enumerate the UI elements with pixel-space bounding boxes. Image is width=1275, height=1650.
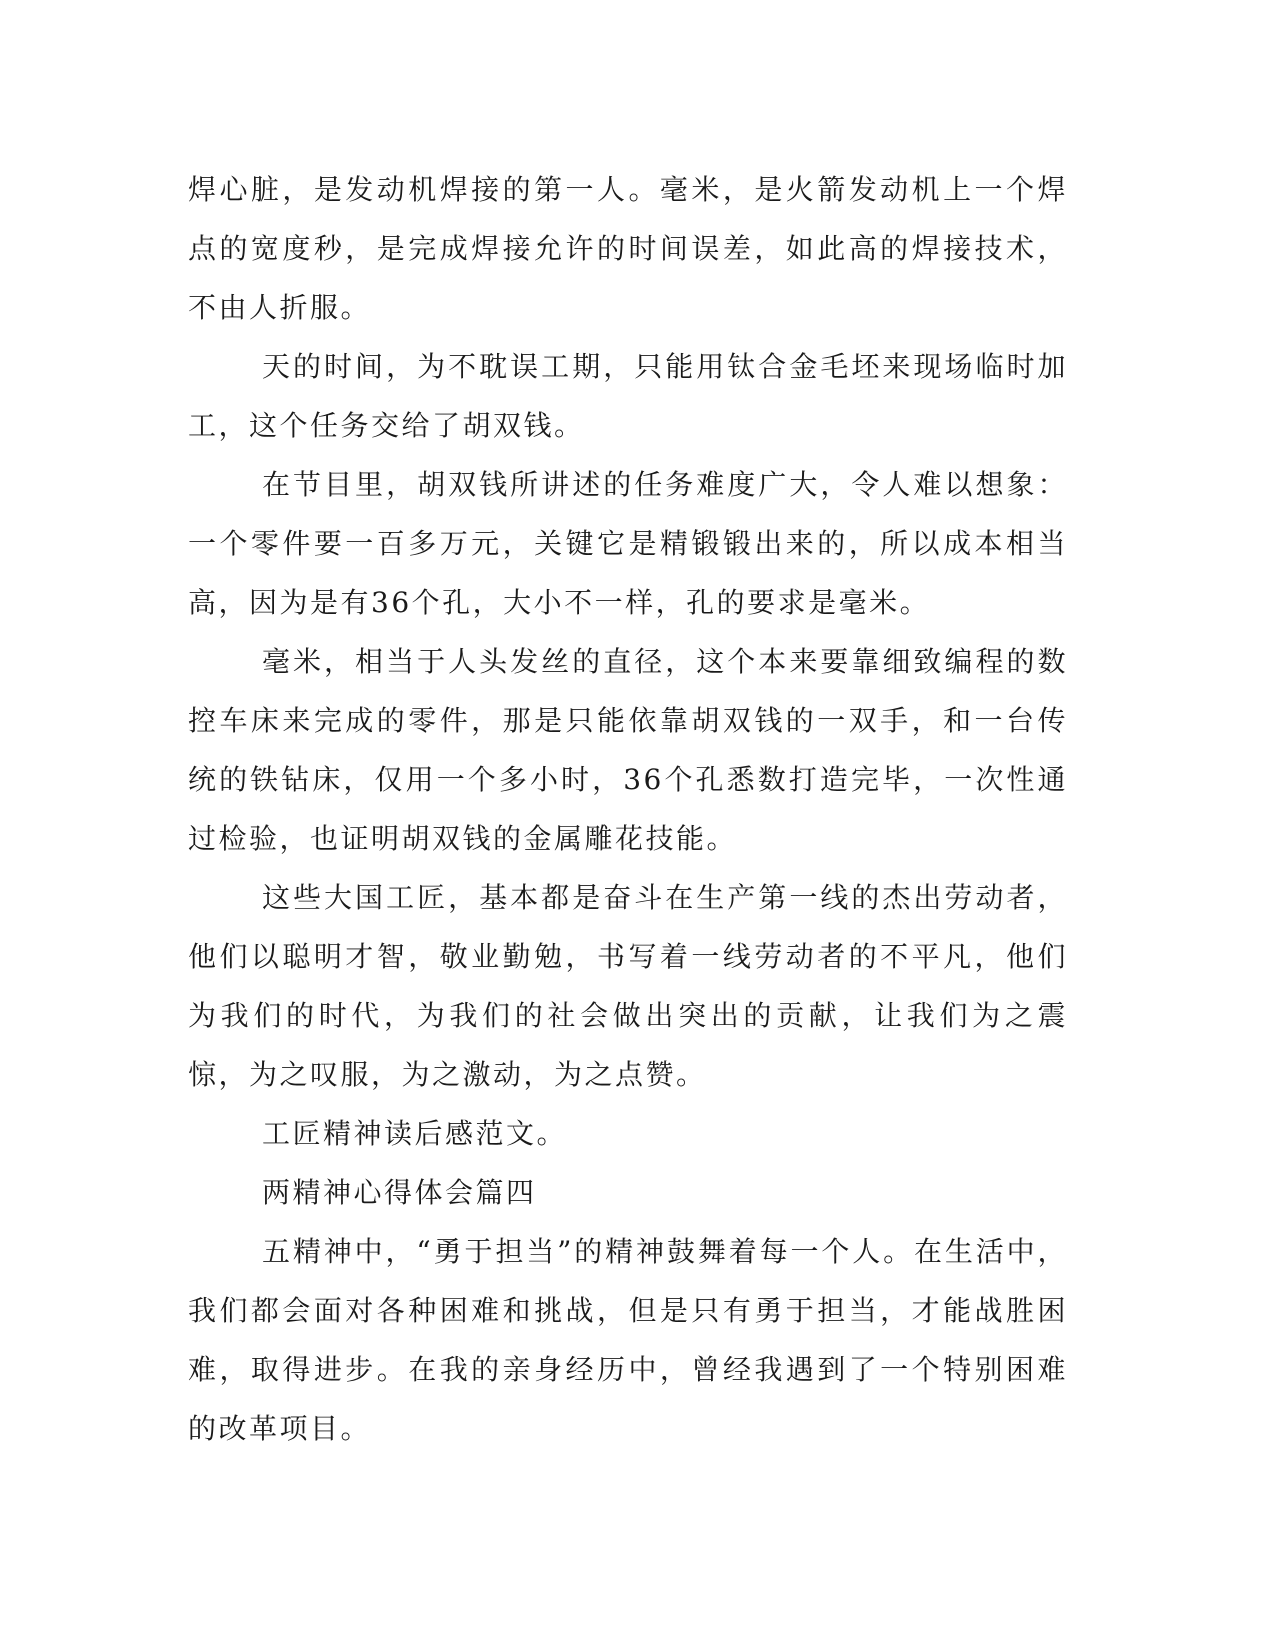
document-body bbox=[188, 160, 1068, 1458]
paragraph-6: 工匠精神读后感范文。 bbox=[262, 1117, 568, 1150]
paragraph-4: 毫米，相当于人头发丝的直径，这个本来要靠细致编程的数控车床来完成的零件，那是只能依靠胡双钱的一双手，和一台传统的铁钻床，仅用一个多小时，36个孔悉数打造完毕，一次性通过检验，也证明胡双钱的金属雕花技能。 bbox=[188, 645, 1068, 855]
paragraph-8: 五精神中，“勇于担当”的精神鼓舞着每一个人。在生活中，我们都会面对各种困难和挑战，但是只有勇于担当，才能战胜困难，取得进步。在我的亲身经历中，曾经我遇到了一个特别困难的改革项目。 bbox=[188, 1235, 1068, 1445]
paragraph-3: 在节目里，胡双钱所讲述的任务难度广大，令人难以想象：一个零件要一百多万元，关键它是精锻锻出来的，所以成本相当高，因为是有36个孔，大小不一样，孔的要求是毫米。 bbox=[188, 468, 1068, 619]
section-heading: 两精神心得体会篇四 bbox=[262, 1176, 537, 1209]
paragraph-2: 天的时间，为不耽误工期，只能用钛合金毛坯来现场临时加工，这个任务交给了胡双钱。 bbox=[188, 350, 1068, 442]
paragraph-5: 这些大国工匠，基本都是奋斗在生产第一线的杰出劳动者，他们以聪明才智，敬业勤勉，书写着一线劳动者的不平凡，他们为我们的时代，为我们的社会做出突出的贡献，让我们为之震惊，为之叹服，为之激动，为之点赞。 bbox=[188, 881, 1068, 1091]
paragraph-1: 焊心脏，是发动机焊接的第一人。毫米，是火箭发动机上一个焊点的宽度秒，是完成焊接允许的时间误差，如此高的焊接技术，不由人折服。 bbox=[188, 173, 1068, 324]
